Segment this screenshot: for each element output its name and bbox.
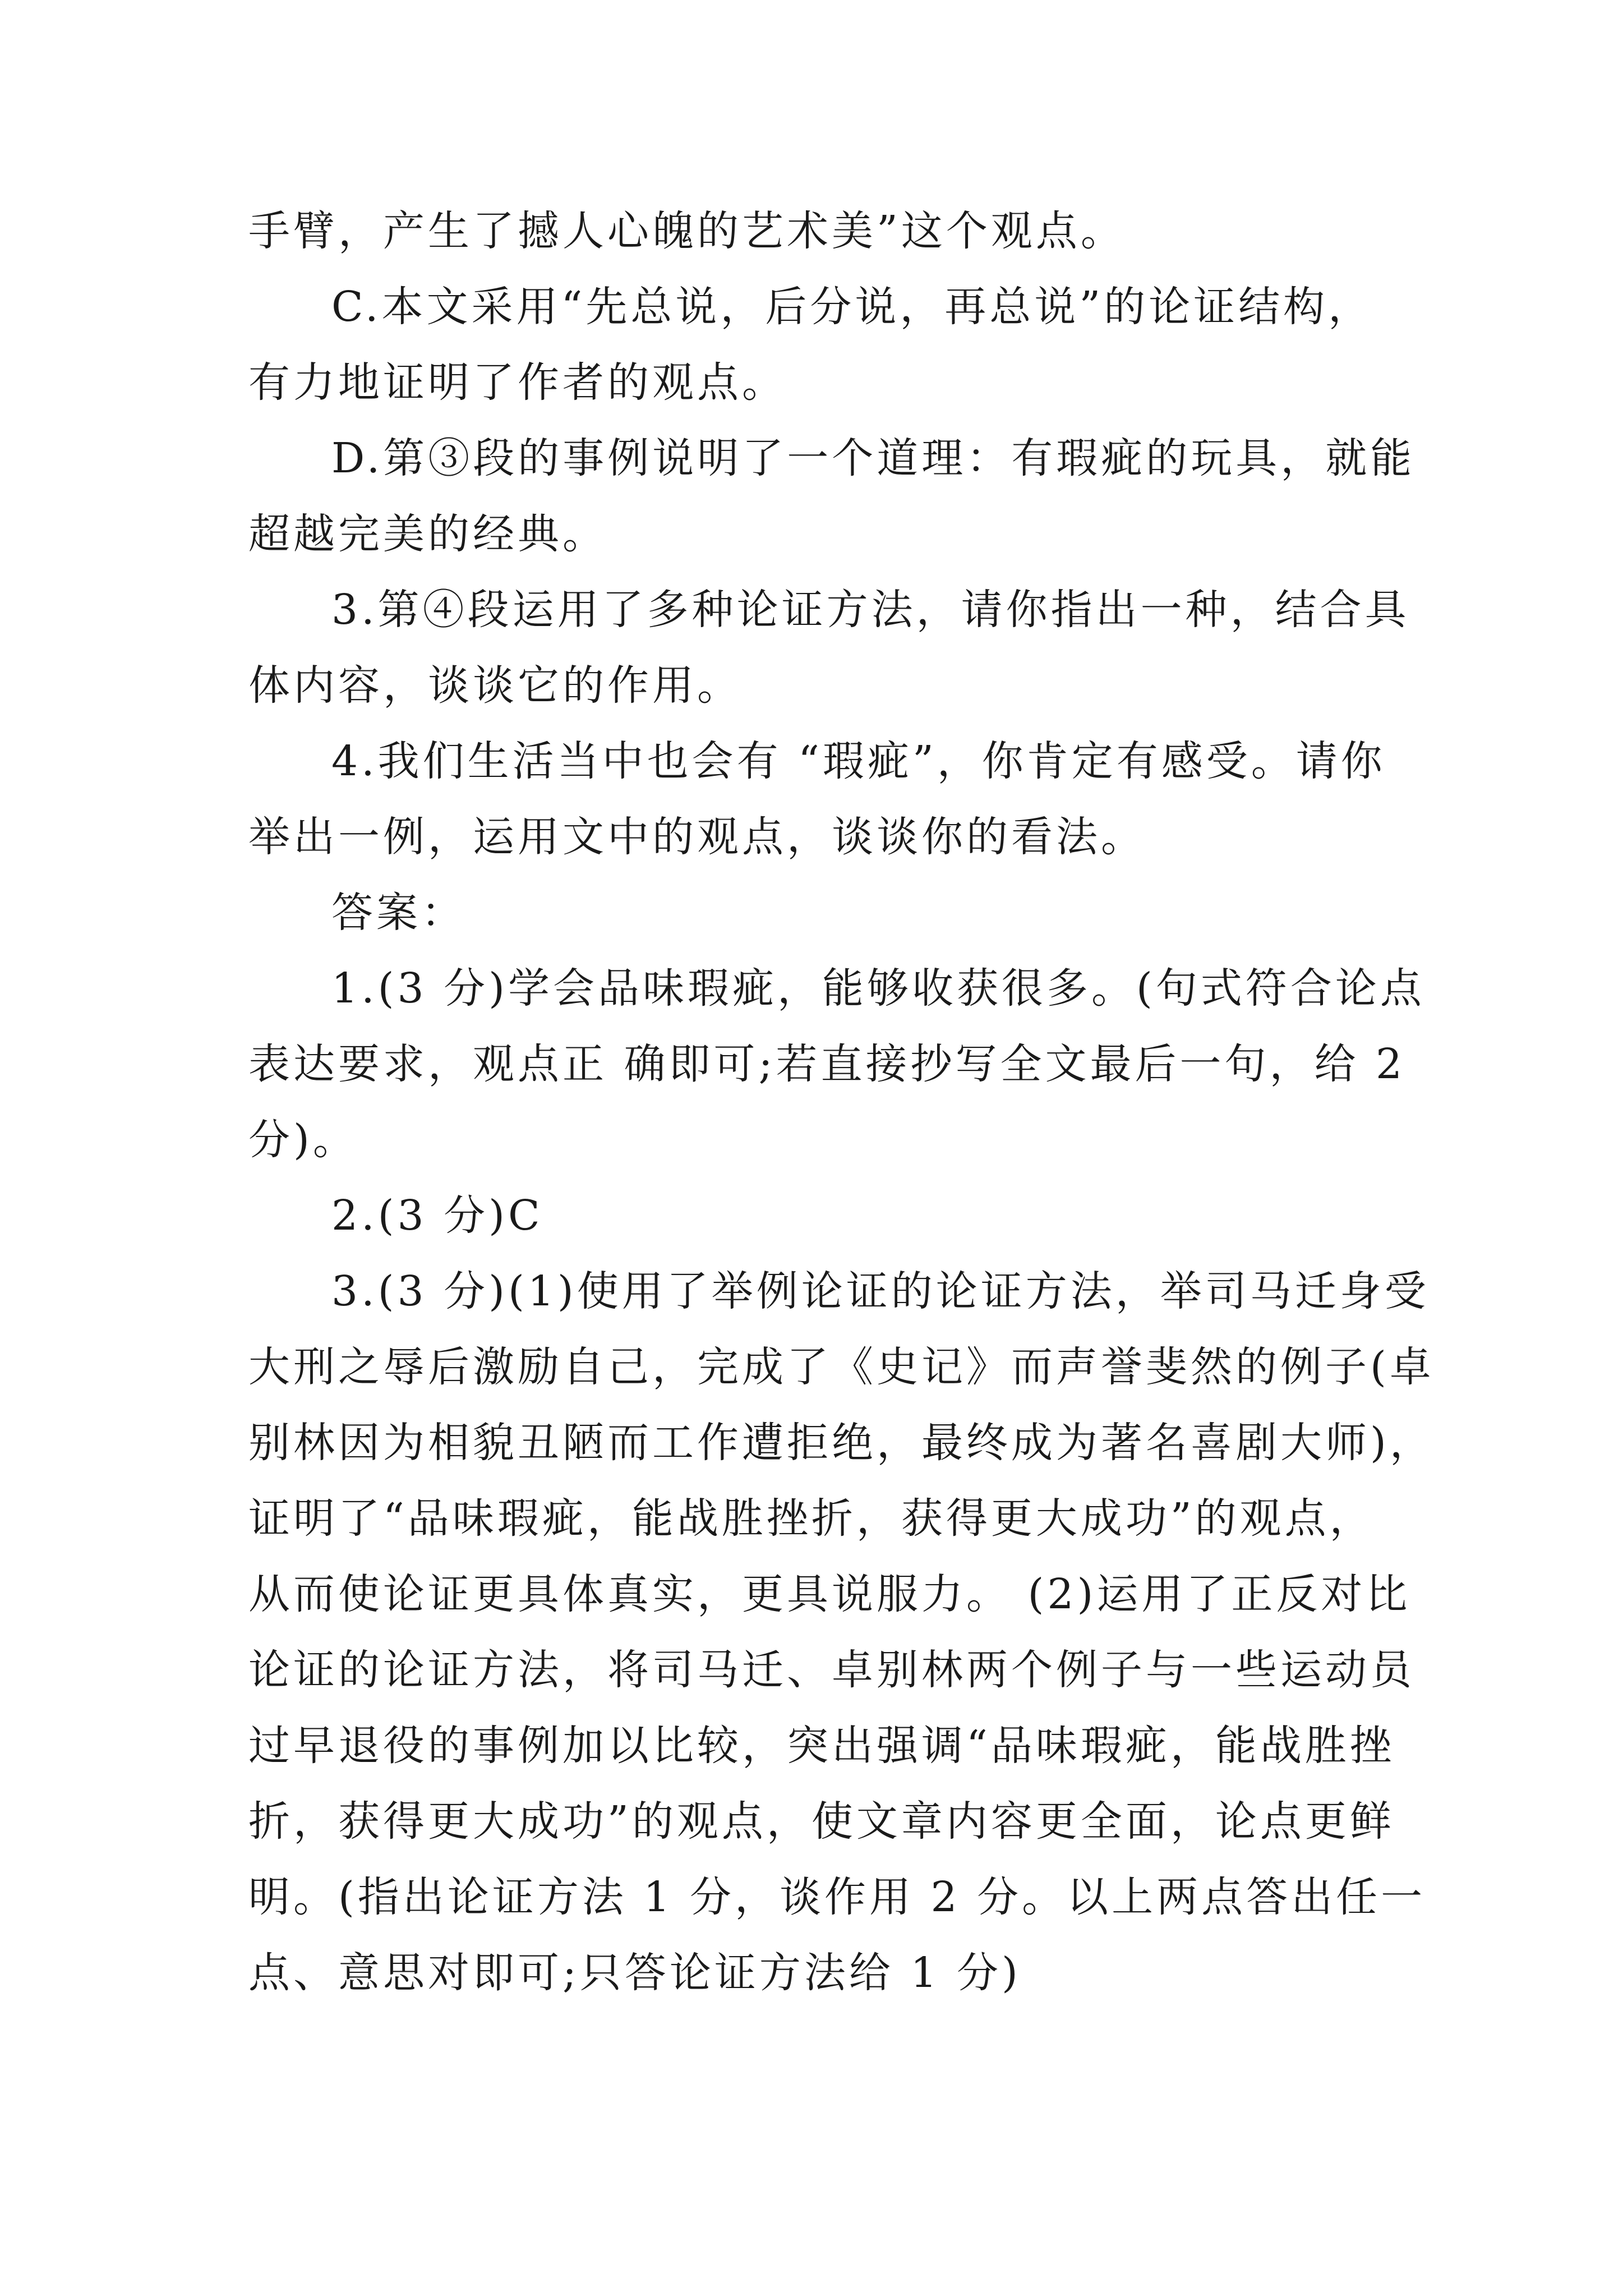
paragraph-answer-1 xyxy=(248,951,1425,1178)
text-line: 证明了“品味瑕疵，能战胜挫折，获得更大成功”的观点， xyxy=(248,1494,1375,1543)
text-line: 明。(指出论证方法 1 分，谈作用 2 分。以上两点答出任一 xyxy=(248,1873,1426,1921)
text-line: C.本文采用“先总说，后分说，再总说”的论证结构， xyxy=(331,283,1373,331)
text-line: 3.(3 分)(1)使用了举例论证的论证方法，举司马迁身受 xyxy=(331,1267,1430,1315)
paragraph-answer-3 xyxy=(248,1254,1435,2011)
text-line: 别林因为相貌丑陋而工作遭拒绝，最终成为著名喜剧大师)， xyxy=(248,1419,1435,1467)
text-line: 大刑之辱后激励自己，完成了《史记》而声誉斐然的例子(卓 xyxy=(248,1343,1435,1391)
text-line: 论证的论证方法，将司马迁、卓别林两个例子与一些运动员 xyxy=(248,1646,1415,1694)
text-line: 1.(3 分)学会品味瑕疵，能够收获很多。(句式符合论点 xyxy=(331,964,1425,1013)
text-line: D.第③段的事例说明了一个道理：有瑕疵的玩具，就能 xyxy=(331,434,1415,482)
paragraph-argument-conclusion xyxy=(248,194,1376,269)
paragraph-question-3 xyxy=(248,572,1410,724)
paragraph-answer-heading xyxy=(248,875,1376,951)
paragraph-question-4 xyxy=(248,724,1386,875)
text-line: 4.我们生活当中也会有 “瑕疵”，你肯定有感受。请你 xyxy=(331,737,1386,785)
text-line: 分)。 xyxy=(248,1116,358,1164)
text-line: 表达要求，观点正 确即可;若直接抄写全文最后一句，给 2 xyxy=(248,1040,1406,1088)
text-line: 手臂，产生了撼人心魄的艺术美”这个观点。 xyxy=(248,207,1126,255)
paragraph-answer-2 xyxy=(248,1178,1376,1254)
paragraph-option-c xyxy=(248,269,1376,421)
text-line: 举出一例，运用文中的观点，谈谈你的看法。 xyxy=(248,813,1146,861)
text-line: 超越完美的经典。 xyxy=(248,510,607,558)
paragraph-option-d xyxy=(248,421,1415,572)
text-line: 体内容，谈谈它的作用。 xyxy=(248,661,742,710)
text-line: 从而使论证更具体真实，更具说服力。 (2)运用了正反对比 xyxy=(248,1570,1411,1618)
text-line: 折，获得更大成功”的观点，使文章内容更全面，论点更鲜 xyxy=(248,1797,1395,1846)
text-line: 2.(3 分)C xyxy=(331,1191,543,1240)
text-line: 过早退役的事例加以比较，突出强调“品味瑕疵，能战胜挫 xyxy=(248,1722,1395,1770)
answer-heading: 答案： xyxy=(331,889,466,937)
document-body xyxy=(248,194,1435,2011)
text-line: 有力地证明了作者的观点。 xyxy=(248,358,787,407)
text-line: 3.第④段运用了多种论证方法，请你指出一种，结合具 xyxy=(331,586,1410,634)
text-line: 点、意思对即可;只答论证方法给 1 分) xyxy=(248,1949,1021,1997)
